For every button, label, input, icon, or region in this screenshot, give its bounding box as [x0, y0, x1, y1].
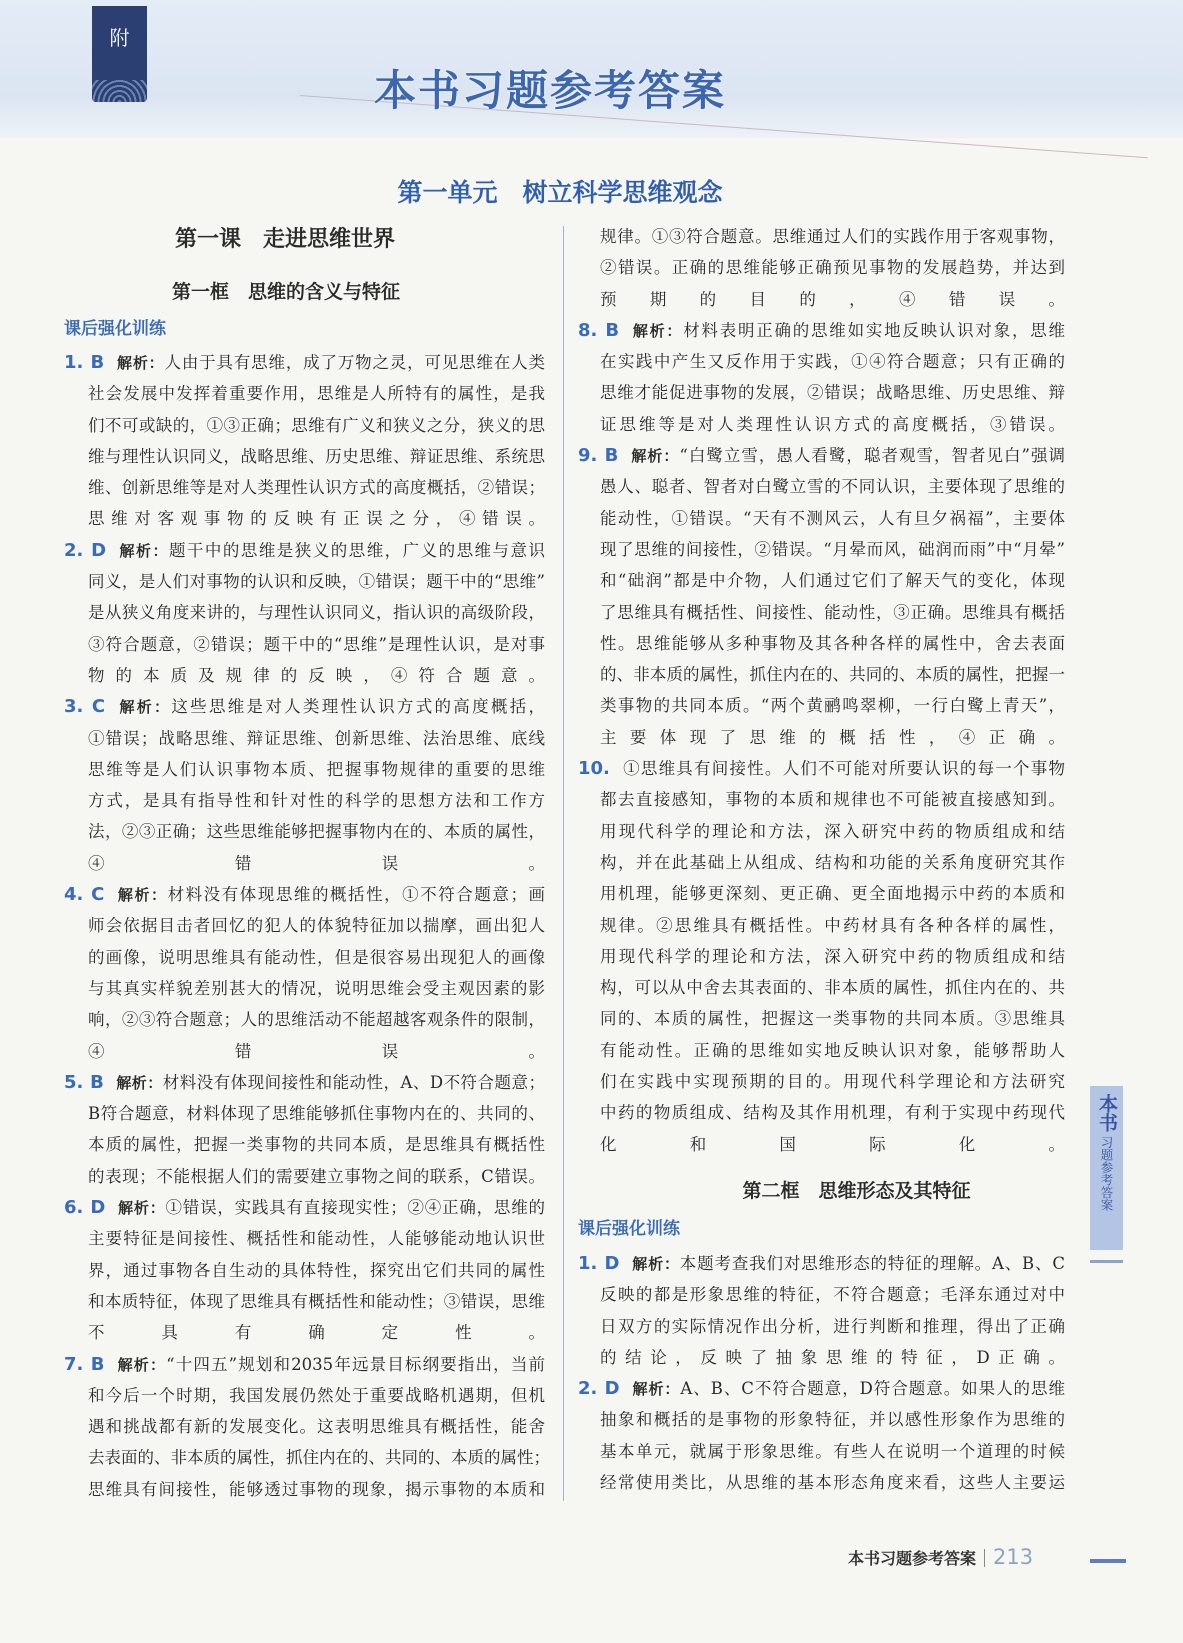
answer-text: 维与理性认识同义，战略思维、历史思维、辩证思维、系统思	[88, 446, 545, 466]
answer-text: 和本质特征，体现了思维具有概括性和能动性；③错误，思维	[88, 1291, 545, 1311]
answer-line	[578, 221, 1065, 252]
answer-text: 物的本质及规律的反映，④符合题意。	[88, 665, 545, 685]
answer-line	[578, 1035, 1065, 1066]
answer-line	[578, 1467, 1065, 1498]
appendix-tab-label: 附	[109, 26, 130, 50]
answer-text: 能动性，①错误。“天有不测风云，人有旦夕祸福”，主要体	[600, 508, 1065, 528]
answer-line	[578, 252, 1065, 283]
answer-number: 1. D	[578, 1252, 620, 1274]
answer-text: 基本单元，就属于形象思维。有些人在说明一个道理的时候	[600, 1441, 1065, 1461]
answer-line	[64, 597, 545, 628]
answer-number: 3. C	[64, 696, 106, 718]
answer-line	[578, 440, 1065, 471]
answer-item	[578, 440, 1065, 753]
answer-text: 们不可或缺的，①③正确；思维有广义和狭义之分，狭义的思	[88, 415, 545, 435]
answer-line	[64, 973, 545, 1004]
answer-item	[64, 347, 545, 535]
analysis-label: 解析：	[630, 447, 680, 466]
analysis-label: 解析：	[631, 321, 684, 340]
answer-line	[578, 972, 1065, 1003]
side-tab-big: 本书	[1096, 1094, 1118, 1132]
answer-text: 材料没有体现间接性和能动性，A、D不符合题意；	[162, 1072, 545, 1092]
answer-text: 化和国际化。	[600, 1134, 1065, 1154]
answer-text: 的结论，反映了抽象思维的特征，D正确。	[600, 1347, 1065, 1367]
answer-line	[578, 534, 1065, 565]
answer-text: 本质的属性，把握一类事物的共同本质，是思维具有概括性	[88, 1135, 545, 1155]
answer-number: 9. B	[578, 445, 619, 467]
answer-line	[64, 1161, 545, 1192]
answer-text: 现了思维的间接性，②错误。“月晕而风，础润而雨”中“月晕”	[600, 539, 1065, 559]
side-tab-line	[1090, 1260, 1123, 1263]
answer-item	[578, 753, 1065, 1160]
answer-line	[578, 1373, 1065, 1404]
answer-line	[64, 1255, 545, 1286]
answer-text: ①错误；战略思维、辩证思维、创新思维、法治思维、底线	[88, 728, 545, 748]
answer-line	[64, 785, 545, 816]
right-column	[578, 221, 1065, 1498]
answer-line	[64, 503, 545, 534]
analysis-label: 解析：	[116, 886, 168, 905]
answer-number: 8. B	[578, 319, 620, 341]
answer-line	[64, 1098, 545, 1129]
answer-text: 预期的目的，④错误。	[600, 289, 1065, 309]
left-column	[64, 347, 550, 1505]
answer-text: 界，通过事物各自生动的具体特性，探究出它们共同的属性	[88, 1260, 545, 1280]
answer-line	[578, 847, 1065, 878]
side-tab	[1090, 1086, 1123, 1250]
answer-text: 思维对客观事物的反映有正误之分，④错误。	[88, 509, 545, 529]
answer-text: 抽象和概括的是事物的形象特征，并以感性形象作为思维的	[600, 1410, 1065, 1430]
answer-line	[578, 377, 1065, 408]
footer-bar	[1090, 1559, 1126, 1563]
analysis-label: 解析：	[118, 541, 169, 560]
answer-text: ②错误。正确的思维能够正确预见事物的发展趋势，并达到	[600, 258, 1065, 278]
answer-text: 和“础润”都是中介物，人们通过它们了解天气的变化，体现	[600, 571, 1065, 591]
answer-line	[578, 1404, 1065, 1435]
answer-text: 题干中的思维是狭义的思维，广义的思维与意识	[168, 540, 545, 560]
answer-line	[64, 691, 545, 722]
answer-line	[64, 848, 545, 879]
answer-text: 人由于具有思维，成了万物之灵，可见思维在人类	[164, 353, 545, 372]
answer-text: 规律。②思维具有概括性。中药材具有各种各样的属性，	[600, 915, 1065, 935]
answer-line	[578, 284, 1065, 315]
answer-line	[578, 659, 1065, 690]
answer-text: 们在实践中实现预期的目的。用现代科学理论和方法研究	[600, 1072, 1065, 1092]
answer-line	[578, 1311, 1065, 1342]
answer-line	[64, 1349, 545, 1380]
answer-text: 的画像，说明思维具有能动性，但是很容易出现犯人的画像	[88, 947, 545, 967]
answer-line	[578, 1097, 1065, 1128]
answer-text: 经常使用类比，从思维的基本形态角度来看，这些人主要运	[600, 1472, 1065, 1492]
analysis-label: 解析：	[115, 1073, 163, 1092]
answer-text: ④错误。	[88, 1041, 545, 1061]
analysis-label: 解析：	[631, 1380, 681, 1399]
answer-text: ①思维具有间接性。人们不可能对所要认识的每一个事物	[621, 759, 1065, 779]
answer-item	[578, 315, 1065, 440]
answer-text: 法，②③正确；这些思维能够把握事物内在的、本质的属性，	[88, 822, 545, 842]
answer-text: 这些思维是对人类理性认识方式的高度概括，	[171, 697, 545, 717]
answer-line	[64, 816, 545, 847]
answer-line	[578, 910, 1065, 941]
answer-number: 2. D	[578, 1378, 620, 1400]
answer-line	[578, 1279, 1065, 1310]
answer-line	[578, 1129, 1065, 1160]
answer-line	[578, 1003, 1065, 1034]
answer-line	[64, 942, 545, 973]
answer-text: 用现代科学的理论和方法，深入研究中药的物质组成和结	[600, 946, 1065, 966]
answer-text: 不具有确定性。	[88, 1323, 545, 1343]
answer-text: 思维等是人们认识事物本质、把握事物规律的重要的思维	[88, 759, 545, 779]
answer-text: 用现代科学的理论和方法，深入研究中药的物质组成和结	[600, 821, 1065, 841]
answer-line	[64, 1380, 545, 1411]
analysis-label: 解析：	[116, 1355, 167, 1374]
answer-text: 日双方的实际情况作出分析，进行判断和推理，得出了正确	[600, 1316, 1065, 1336]
answer-line	[578, 409, 1065, 440]
answer-text: 材料表明正确的思维如实地反映认识对象，思维	[683, 320, 1065, 340]
answer-number: 1. B	[64, 352, 105, 373]
answer-item	[578, 1373, 1065, 1498]
answer-text: 材料没有体现思维的概括性，①不符合题意；画	[167, 885, 545, 905]
answer-line	[64, 754, 545, 785]
answer-text: 中药的物质组成、结构及其作用机理，有利于实现中药现代	[600, 1103, 1065, 1123]
answer-line	[64, 1286, 545, 1317]
answer-line	[578, 1066, 1065, 1097]
answer-text: B符合题意，材料体现了思维能够抓住事物内在的、共同的、	[88, 1104, 545, 1124]
answer-line	[64, 1036, 545, 1067]
answer-line	[578, 1436, 1065, 1467]
answer-number: 6. D	[64, 1197, 106, 1219]
frame-title: 第一框 思维的含义与特征	[172, 281, 401, 303]
answer-text: 都去直接感知，事物的本质和规律也不可能被直接感知到。	[600, 790, 1065, 810]
answer-text: 与其真实样貌差别甚大的情况，说明思维会受主观因素的影	[88, 978, 545, 998]
footer-title: 本书习题参考答案	[848, 1549, 977, 1568]
answer-line	[578, 816, 1065, 847]
answer-line	[578, 628, 1065, 659]
answer-line	[64, 1317, 545, 1348]
answer-text: 的、非本质的属性，抓住内在的、共同的、本质的属性，把握一	[600, 665, 1065, 685]
answer-line	[64, 535, 545, 566]
answer-line	[64, 566, 545, 597]
answer-number: 5. B	[64, 1071, 104, 1093]
answer-text: ①错误，实践具有直接现实性；②④正确，思维的	[165, 1198, 545, 1218]
answer-line	[64, 723, 545, 754]
answer-item	[64, 1067, 545, 1192]
answer-line	[578, 471, 1065, 502]
answer-text: 是从狭义角度来讲的，与理性认识同义，指认识的高级阶段，	[88, 603, 545, 623]
answer-text: 规律。①③符合题意。思维通过人们的实践作用于客观事物，	[600, 227, 1065, 246]
answer-text: 同义，是人们对事物的认识和反映，①错误；题干中的“思维”	[88, 572, 545, 592]
answer-text: 的表现；不能根据人们的需要建立事物之间的联系，C错误。	[88, 1166, 545, 1186]
page-number: 213	[993, 1545, 1034, 1569]
column-divider	[563, 226, 564, 1501]
answer-number: 2. D	[64, 539, 107, 561]
answer-line	[578, 722, 1065, 753]
answer-line	[578, 1248, 1065, 1279]
answer-line	[578, 1342, 1065, 1373]
answer-text: 响，②③符合题意；人的思维活动不能超越客观条件的限制，	[88, 1010, 545, 1030]
answer-text: 反映的都是形象思维的特征，不符合题意；毛泽东通过对中	[600, 1285, 1065, 1305]
answer-number: 4. C	[64, 884, 105, 906]
answer-text: 方式，是具有指导性和针对性的科学的思想方法和工作方	[88, 791, 545, 811]
answer-line	[578, 878, 1065, 909]
answer-text: 了思维具有概括性、间接性、能动性，③正确。思维具有概括	[600, 602, 1065, 622]
answer-text: 用机理，能够更深刻、更正确、更全面地揭示中药的本质和	[600, 884, 1065, 904]
answer-line	[64, 378, 545, 409]
answer-line	[578, 565, 1065, 596]
answer-text: 遇和挑战都有新的发展变化。这表明思维具有概括性，能舍	[88, 1417, 545, 1437]
answer-item	[64, 535, 545, 691]
answer-line	[64, 1129, 545, 1160]
answer-text: “十四五”规划和2035年远景目标纲要指出，当前	[166, 1354, 545, 1374]
answer-text: ④错误。	[88, 853, 545, 873]
answer-text: 有能动性。正确的思维如实地反映认识对象，能够帮助人	[600, 1040, 1065, 1060]
answer-text: 维、创新思维等是对人类理性认识方式的高度概括，②错误；	[88, 478, 545, 498]
answer-text: 构，可以从中舍去其表面的、非本质的属性，抓住内在的、共	[600, 978, 1065, 998]
answer-text: 愚人、聪者、智者对白鹭立雪的不同认识，主要体现了思维的	[600, 477, 1065, 497]
answer-text: 类事物的共同本质。“两个黄鹂鸣翠柳，一行白鹭上青天”，	[600, 696, 1065, 716]
answer-line	[64, 1442, 550, 1473]
answer-line	[64, 347, 545, 378]
answer-item	[64, 1192, 545, 1348]
answer-text: 证思维等是对人类理性认识方式的高度概括，③错误。	[600, 414, 1065, 434]
answer-line	[64, 472, 545, 503]
answer-text: 社会发展中发挥着重要作用，思维是人所特有的属性，是我	[88, 384, 545, 404]
answer-line	[64, 1223, 545, 1254]
answer-line	[578, 503, 1065, 534]
analysis-label: 解析：	[116, 354, 165, 372]
answer-line	[64, 1004, 545, 1035]
answer-line	[64, 1067, 545, 1098]
answer-text: 思维具有间接性，能够透过事物的现象，揭示事物的本质和	[88, 1479, 545, 1499]
answer-text: 同的、本质的属性，把握这一类事物的共同本质。③思维具	[600, 1009, 1065, 1029]
section-label: 课后强化训练	[64, 319, 166, 339]
section-label: 课后强化训练	[578, 1218, 680, 1239]
answer-line	[578, 784, 1065, 815]
side-tab-small: 习题参考答案	[1099, 1136, 1114, 1211]
answer-text: ③符合题意，②错误；题干中的“思维”是理性认识，是对事	[88, 634, 545, 654]
answer-number: 7. B	[64, 1353, 105, 1375]
answer-text: 构，并在此基础上从组成、结构和功能的关系角度研究其作	[600, 852, 1065, 872]
answer-text: 主要特征是间接性、概括性和能动性，人能够能动地认识世	[88, 1229, 545, 1249]
answer-line	[578, 346, 1065, 377]
answer-item	[578, 1248, 1065, 1373]
answer-line	[64, 629, 545, 660]
analysis-label: 解析：	[631, 1254, 680, 1273]
answer-line	[578, 753, 1065, 784]
answer-line	[64, 410, 545, 441]
answer-item	[64, 691, 545, 879]
answer-text: 思维才能促进事物的发展，②错误；战略思维、历史思维、辩	[600, 383, 1065, 403]
answer-line	[64, 1192, 545, 1223]
footer-separator	[984, 1549, 985, 1567]
answer-item	[64, 879, 545, 1067]
answer-text: 主要体现了思维的概括性，④正确。	[600, 727, 1065, 747]
answer-text: A、B、C不符合题意，D符合题意。如果人的思维	[680, 1379, 1065, 1399]
answer-line	[578, 597, 1065, 628]
answer-text: 本题考查我们对思维形态的特征的理解。A、B、C	[679, 1253, 1065, 1273]
answer-line	[64, 1411, 545, 1442]
answer-line	[64, 1474, 545, 1505]
answer-text: 去表面的、非本质的属性，抓住内在的、共同的、本质的属性；	[88, 1448, 550, 1468]
frame-title: 第二框 思维形态及其特征	[742, 1179, 971, 1202]
answer-line	[64, 910, 545, 941]
page-footer	[848, 1545, 1033, 1569]
answer-item	[64, 1349, 550, 1505]
answer-line	[578, 941, 1065, 972]
answer-number: 10.	[578, 758, 610, 780]
page-title: 本书习题参考答案	[373, 66, 726, 115]
analysis-label: 解析：	[117, 698, 172, 717]
answer-line	[64, 660, 545, 691]
lesson-title: 第一课 走进思维世界	[175, 226, 396, 252]
answer-text: 性。思维能够从多种事物及其各种各样的属性中，舍去表面	[600, 633, 1065, 653]
answer-text: 和今后一个时期，我国发展仍然处于重要战略机遇期，但机	[88, 1385, 545, 1405]
analysis-label: 解析：	[117, 1199, 166, 1218]
answer-line	[578, 315, 1065, 346]
answer-line	[64, 441, 545, 472]
unit-title: 第一单元 树立科学思维观念	[397, 178, 723, 207]
answer-text: 在实践中产生又反作用于实践，①④符合题意；只有正确的	[600, 352, 1065, 372]
answer-text: “白鹭立雪，愚人看鹭，聪者观雪，智者见白”强调	[679, 446, 1065, 466]
answer-line	[578, 690, 1065, 721]
answer-line	[64, 879, 545, 910]
answer-text: 师会依据目击者回忆的犯人的体貌特征加以揣摩，画出犯人	[88, 916, 545, 936]
